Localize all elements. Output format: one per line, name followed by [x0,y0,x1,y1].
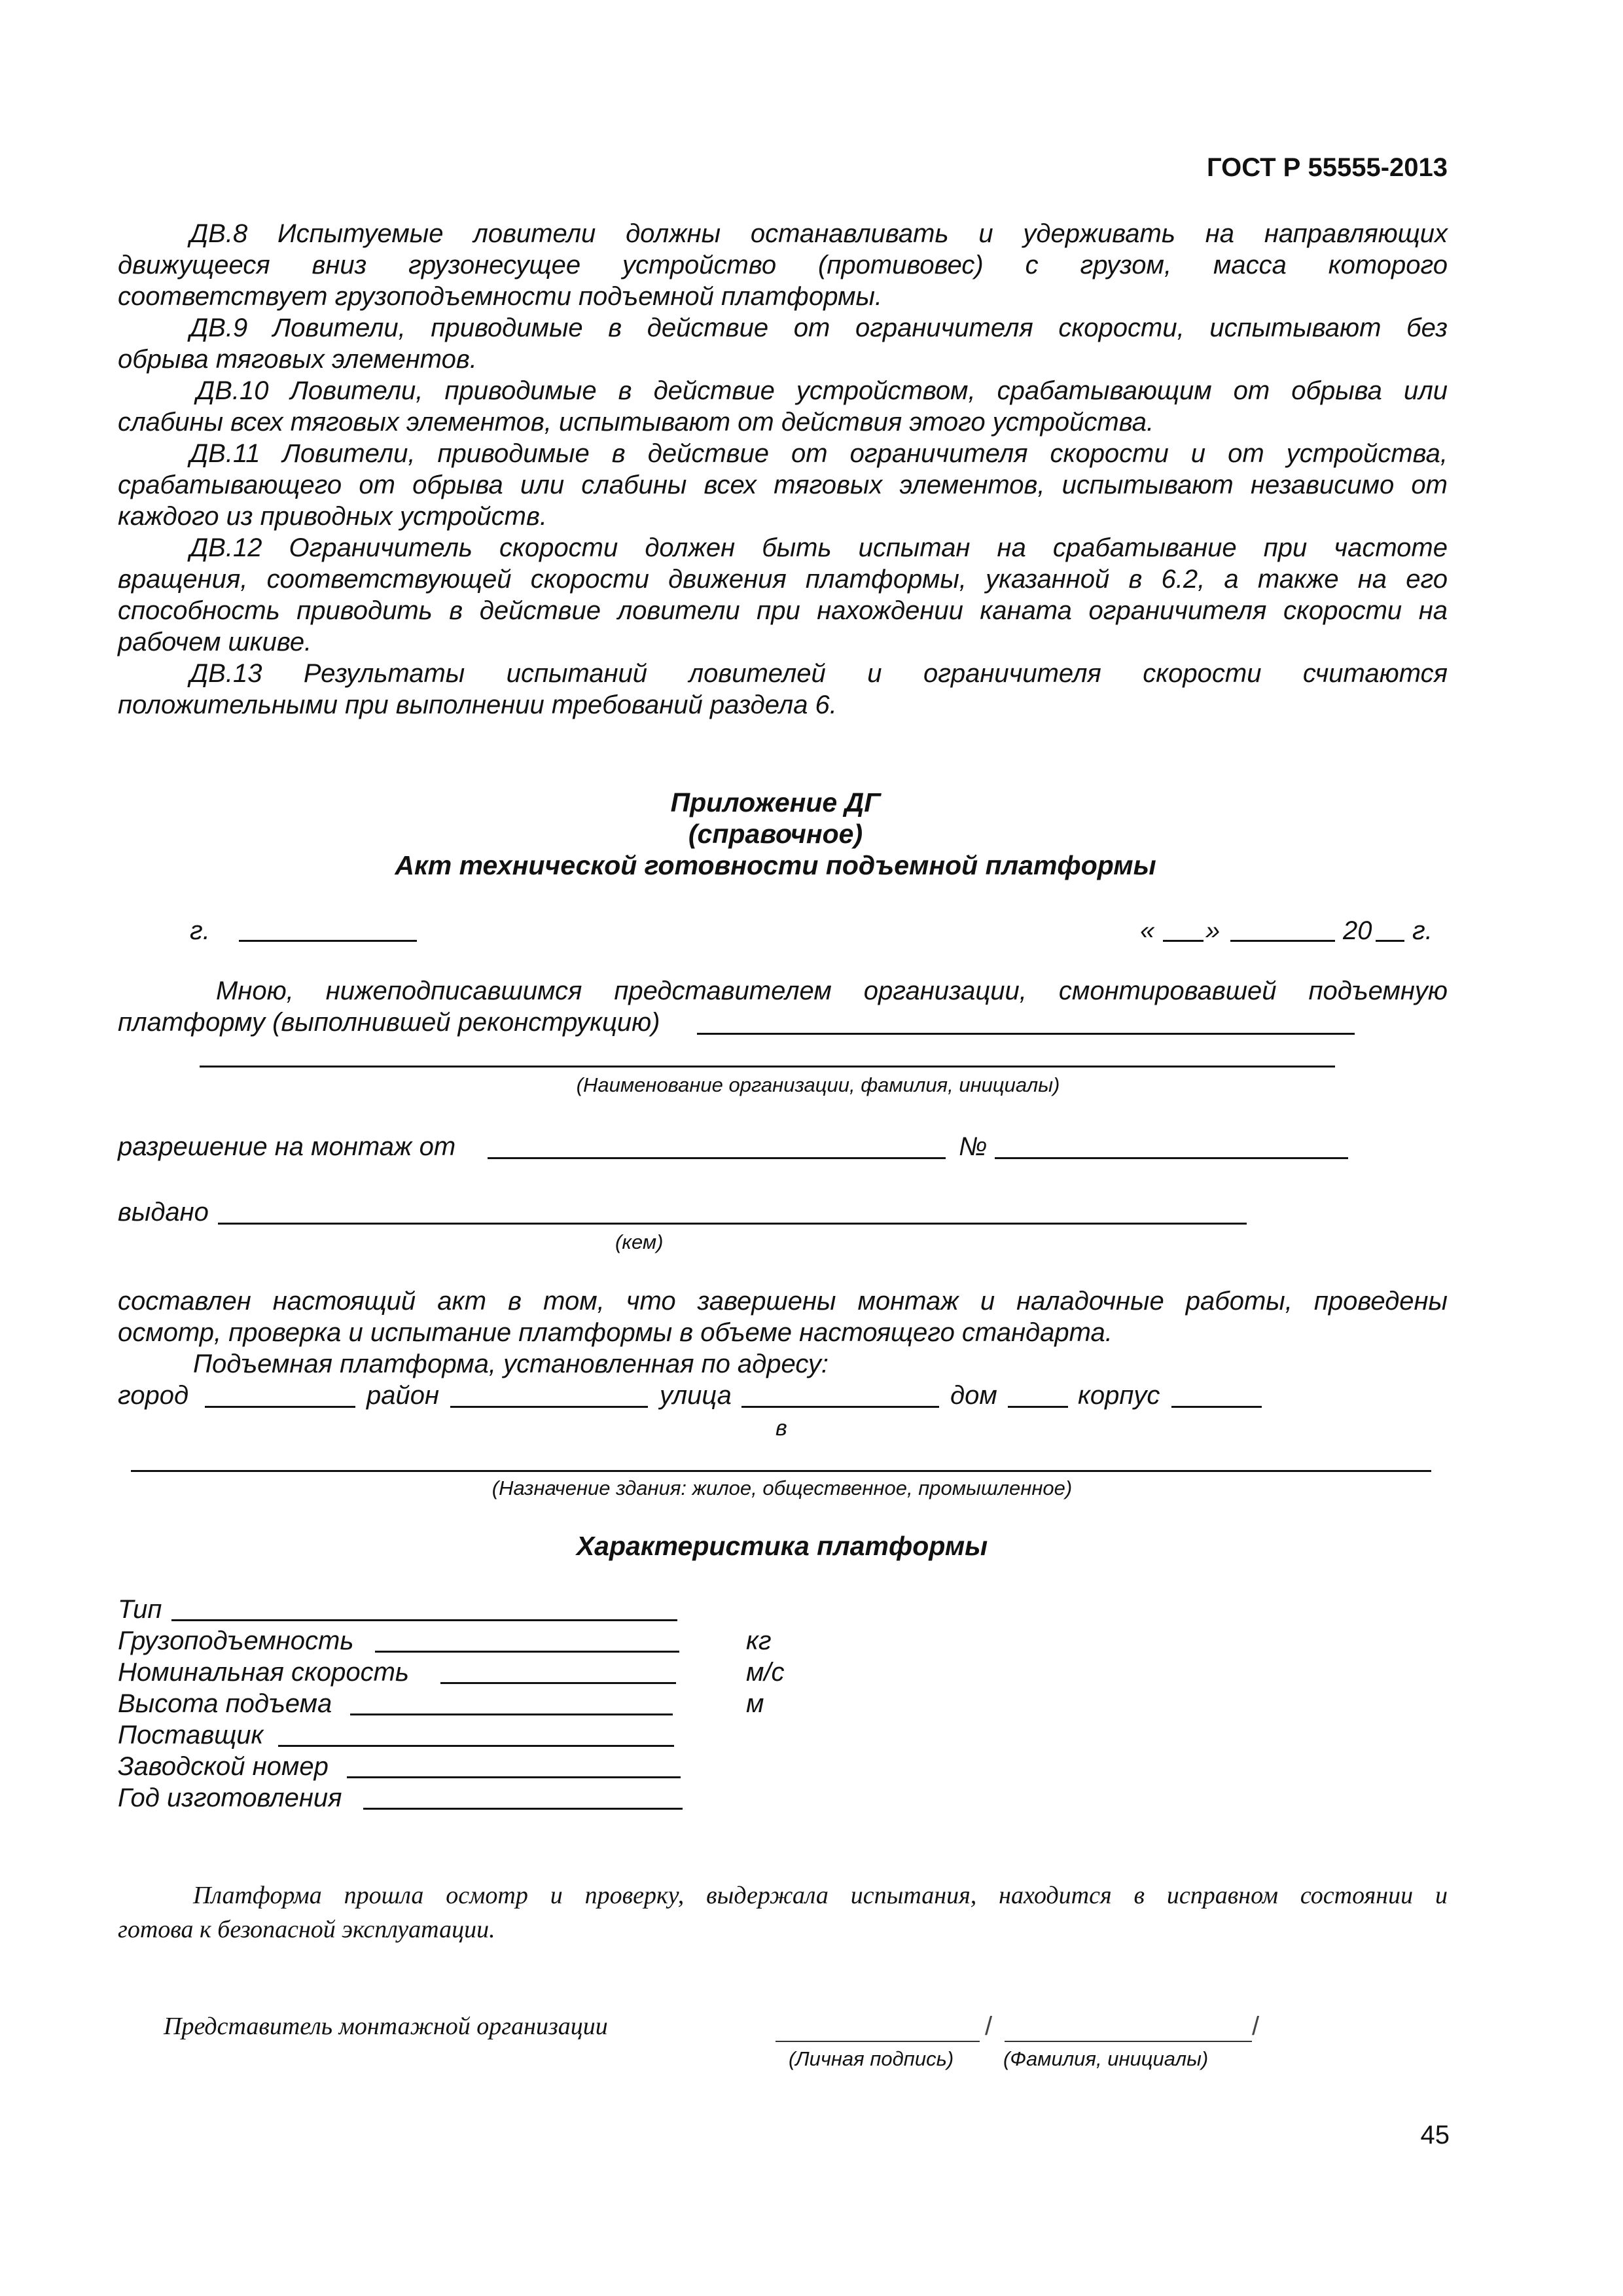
name-caption: (Фамилия, инициалы) [1003,2047,1209,2070]
permit-number-sign: № [959,1132,988,1161]
paragraph-line: рабочем шкиве. [118,628,312,656]
paragraph-line: обрыва тяговых элементов. [118,345,477,374]
date-month-field[interactable] [1230,940,1335,942]
characteristic-field[interactable] [350,1713,673,1715]
date-year-suffix: г. [1412,916,1433,945]
date-close-quote: » [1205,916,1221,945]
characteristic-label: Поставщик [118,1721,264,1749]
date-open-quote: « [1140,916,1155,945]
paragraph-line: ДВ.10 Ловители, приводимые в действие устройством, срабатывающим от обрыва или [196,376,1448,405]
address-city-label: город [118,1381,189,1410]
paragraph-line: ДВ.9 Ловители, приводимые в действие от ограничителя скорости, испытывают без [190,314,1448,342]
intro-line: платформу (выполнившей реконструкцию) [118,1008,660,1037]
date-year-prefix: 20 [1343,916,1372,945]
issued-label: выдано [118,1198,209,1227]
paragraph-line: слабины всех тяговых элементов, испытывают от действия этого устройства. [118,408,1154,437]
address-in-label: в [776,1416,787,1441]
paragraph-line: ДВ.8 Испытуемые ловители должны останавливать и удерживать на направляющих [190,219,1448,248]
city-prefix: г. [190,916,210,945]
characteristic-unit: кг [746,1626,772,1655]
conclusion-line: готова к безопасной эксплуатации. [118,1916,495,1943]
date-day-field[interactable] [1163,940,1204,942]
document-id: ГОСТ Р 55555-2013 [1206,153,1448,182]
address-building-field[interactable] [1171,1406,1262,1408]
address-district-field[interactable] [450,1406,648,1408]
name-field[interactable] [1005,2041,1252,2042]
address-district-label: район [366,1381,439,1410]
issued-by-field[interactable] [218,1223,1247,1225]
paragraph-line: ДВ.13 Результаты испытаний ловителей и ограничителя скорости считаются [190,659,1448,688]
paragraph-line: положительными при выполнении требований раздела 6. [118,691,837,719]
issued-caption: (кем) [615,1230,664,1253]
building-purpose-field[interactable] [131,1470,1431,1472]
characteristic-field[interactable] [440,1682,676,1684]
act-line: осмотр, проверка и испытание платформы в объеме настоящего стандарта. [118,1318,1113,1347]
address-house-field[interactable] [1008,1406,1068,1408]
characteristic-label: Заводской номер [118,1752,329,1781]
paragraph-line: ДВ.12 Ограничитель скорости должен быть испытан на срабатывание при частоте [190,533,1448,562]
characteristic-label: Тип [118,1595,162,1624]
organization-field-line[interactable] [697,1033,1355,1035]
address-street-label: улица [660,1381,732,1410]
building-purpose-caption: (Назначение здания: жилое, общественное, промышленное) [491,1477,1073,1499]
characteristics-heading: Характеристика платформы [576,1531,988,1561]
characteristic-unit: м [746,1689,764,1718]
paragraph-line: срабатывающего от обрыва или слабины всех тяговых элементов, испытывают независимо от [118,471,1448,499]
organization-caption: (Наименование организации, фамилия, инициалы) [576,1073,1060,1096]
appendix-heading: Акт технической готовности подъемной платформы [395,850,1156,880]
signature-caption: (Личная подпись) [789,2047,954,2070]
city-field-line[interactable] [239,940,417,942]
characteristic-unit: м/с [746,1658,785,1687]
conclusion-line: Платформа прошла осмотр и проверку, выдержала испытания, находится в исправном состоянии и [193,1882,1448,1909]
permit-date-field[interactable] [488,1157,946,1159]
characteristic-field[interactable] [171,1619,677,1621]
paragraph-line: соответствует грузоподъемности подъемной платформы. [118,282,883,311]
act-line: составлен настоящий акт в том, что завершены монтаж и наладочные работы, проведены [118,1287,1448,1316]
paragraph-line: движущееся вниз грузонесущее устройство (противовес) с грузом, масса которого [118,251,1448,279]
characteristic-label: Номинальная скорость [118,1658,409,1687]
characteristic-label: Грузоподъемность [118,1626,354,1655]
address-house-label: дом [950,1381,997,1410]
paragraph-line: каждого из приводных устройств. [118,502,547,531]
address-city-field[interactable] [205,1406,355,1408]
date-year-field[interactable] [1376,940,1404,942]
permit-number-field[interactable] [995,1157,1348,1159]
address-intro: Подъемная платформа, установленная по адресу: [193,1350,829,1378]
paragraph-line: вращения, соответствующей скорости движения платформы, указанной в 6.2, а также на его [118,565,1448,594]
characteristic-field[interactable] [363,1808,683,1810]
permit-label: разрешение на монтаж от [118,1132,456,1161]
page-number: 45 [1420,2121,1450,2149]
intro-line: Мною, нижеподписавшимся представителем организации, смонтировавшей подъемную [216,977,1448,1005]
signature-slash: / [985,2012,993,2041]
characteristic-label: Год изготовления [118,1784,342,1812]
characteristic-field[interactable] [278,1745,674,1747]
signature-label: Представитель монтажной организации [164,2013,608,2040]
appendix-title: Приложение ДГ [670,787,881,817]
signature-field[interactable] [776,2041,980,2042]
characteristic-label: Высота подъема [118,1689,332,1718]
appendix-subtitle: (справочное) [688,819,863,849]
paragraph-line: ДВ.11 Ловители, приводимые в действие от ограничителя скорости и от устройства, [190,439,1448,468]
name-slash: / [1252,2012,1260,2041]
address-building-label: корпус [1078,1381,1160,1410]
characteristic-field[interactable] [347,1776,681,1778]
organization-field-line-2[interactable] [200,1066,1335,1067]
characteristic-field[interactable] [375,1651,679,1653]
paragraph-line: способность приводить в действие ловители при нахождении каната ограничителя скорости на [118,596,1448,625]
address-street-field[interactable] [741,1406,939,1408]
